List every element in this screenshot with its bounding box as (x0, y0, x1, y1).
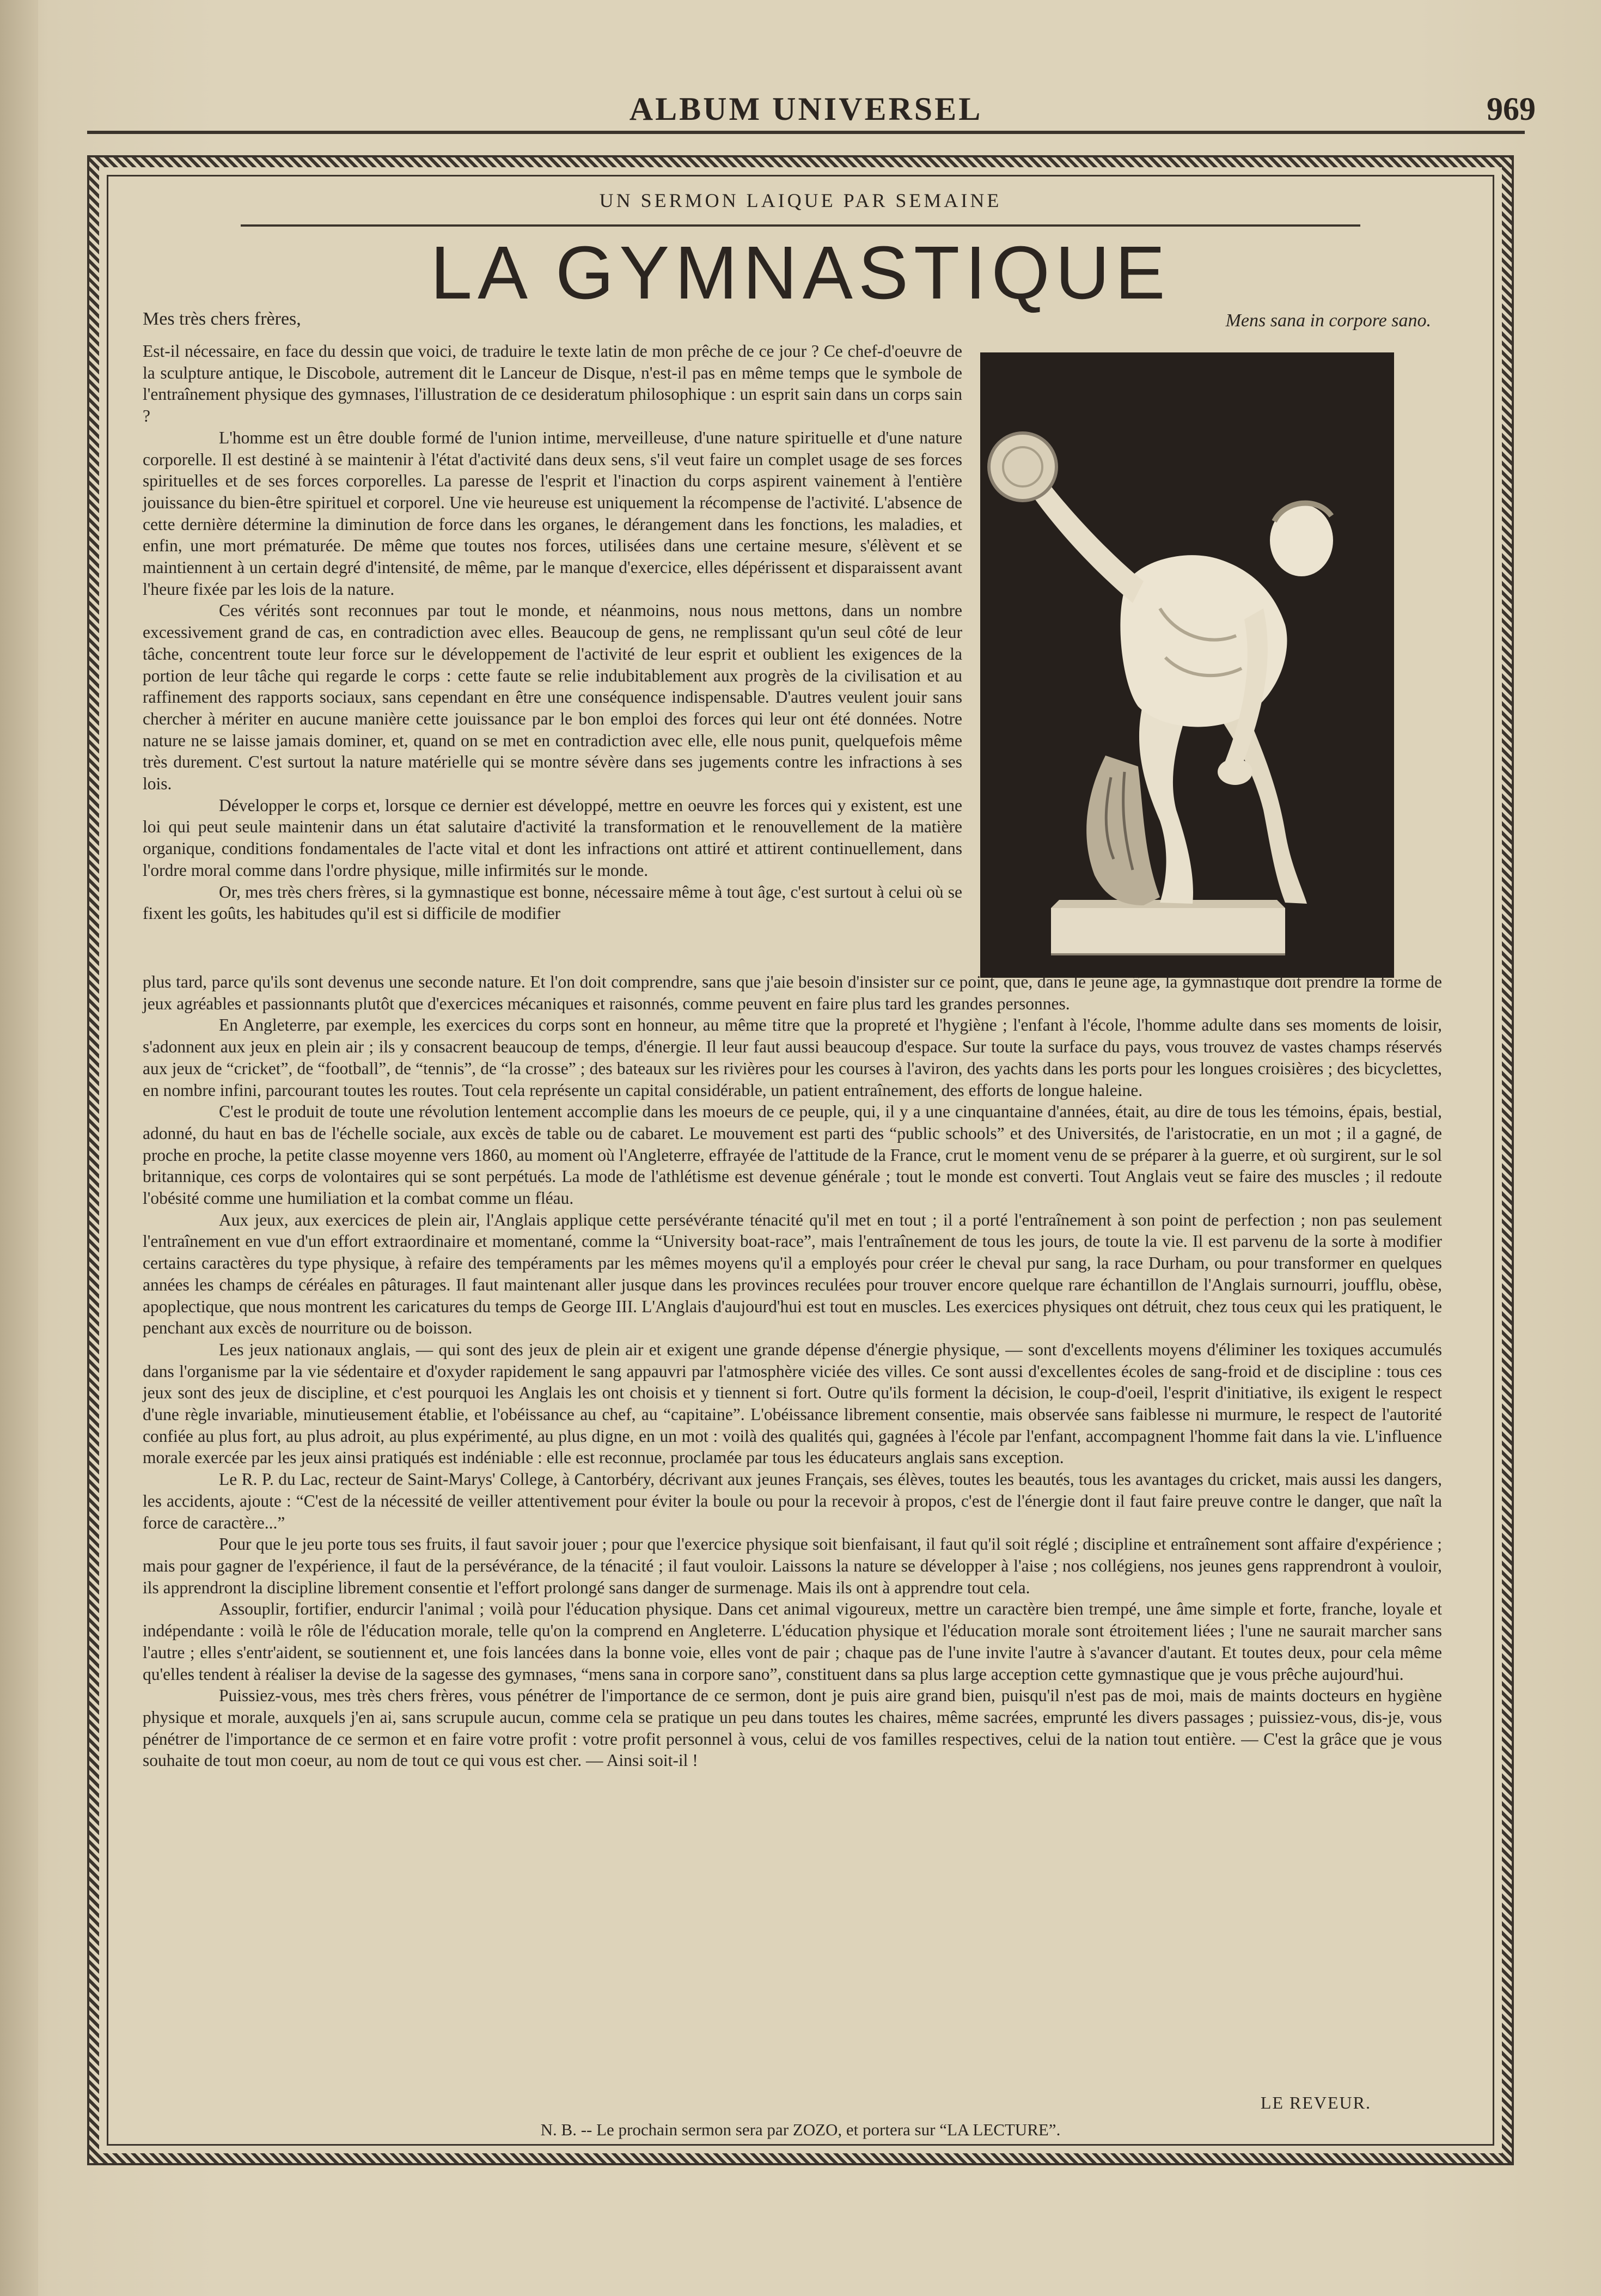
article-paragraph: Le R. P. du Lac, recteur de Saint-Marys' College, à Cantorbéry, décrivant aux jeunes Français, ses élèves, toutes les beautés, tous les avantages du cricket, mais aussi les dangers, les accidents, ajoute : “C'est de la nécessité de veiller attentivement pour éviter la boule ou pour la recevoir à propos, c'est de l'énergie dont il faut faire preuve contre le danger, que naît la force de caractère...” (143, 1470, 1442, 1532)
motto: Mens sana in corpore sano. (1225, 310, 1431, 331)
article-paragraph: Assouplir, fortifier, endurcir l'animal ; voilà pour l'éducation physique. Dans cet animal vigoureux, mettre un caractère bien trempé, une âme simple et forte, franche, loyale et indépendante : voilà le rôle de l'éducation morale, telle qu'on la comprend en Angleterre. L'éducation physique et l'éducation morale sont étroitement liées ; l'une ne saurait marcher sans l'autre ; elles s'entr'aident, se soutiennent et, une fois lancées dans la bonne voie, elles vont de pair ; chaque pas de l'une invite l'autre à s'avancer d'autant. Et toutes deux, pour cela même qu'elles tendent à réaliser la devise de la sagesse des gymnases, “mens sana in corpore sano”, constituent dans sa plus large acception cette gymnastique que je vous prêche aujourd'hui. (143, 1599, 1442, 1684)
article-paragraph: Pour que le jeu porte tous ses fruits, il faut savoir jouer ; pour que l'exercice physique soit bienfaisant, il faut qu'il soit réglé ; discipline et entraînement sont affaire d'expérience ; mais pour gagner de l'expérience, il faut de la persévérance, de la ténacité ; il faut vouloir. Laissons la nature se développer à l'aise ; nos collégiens, nos jeunes gens rapprendront à vouloir, ils apprendront la discipline librement consentie et l'effort prolongé sans danger de surmenage. Mais ils ont à apprendre tout cela. (143, 1534, 1442, 1597)
article-paragraph: Est-il nécessaire, en face du dessin que voici, de traduire le texte latin de mon prêche de ce jour ? Ce chef-d'oeuvre de la sculpture antique, le Discobole, autrement dit le Lanceur de Disque, n'est-il pas en même temps que le symbole de l'entraînement physique des gymnases, l'illustration de ce desideratum philosophique : un esprit sain dans un corps sain ? (143, 342, 962, 426)
running-title: ALBUM UNIVERSEL (629, 91, 983, 127)
next-sermon-note: N. B. -- Le prochain sermon sera par ZOZO, et portera sur “LA LECTURE”. (540, 2120, 1061, 2139)
salutation: Mes très chers frères, (143, 309, 301, 329)
article-paragraph: Aux jeux, aux exercices de plein air, l'Anglais applique cette persévérante ténacité qu'il met en tout ; il a porté l'entraînement à son point de perfection ; non pas seulement l'entraînement en vue d'un effort extraordinaire et momentané, comme la “University boat-race”, mais l'entraînement de tous les jours, de toute la vie. Il est parvenu de la sorte à modifier certains caractères du type physique, à refaire des tempéraments par les mêmes moyens qu'il a employés pour créer le cheval pur sang, la race Durham, ou pour transformer en quelques années les champs de céréales en pâturages. Il faut maintenant aller jusque dans les provinces reculées pour trouver encore quelque rare échantillon de l'Anglais surnourri, joufflu, obèse, apoplectique, que nous montrent les caricatures du temps de George III. L'Anglais d'aujourd'hui est tout en muscles. Les exercices physiques ont détruit, chez tous ceux qui les pratiquent, le penchant aux excès de nourriture ou de boisson. (143, 1210, 1442, 1338)
page-number: 969 (1487, 91, 1536, 127)
decorative-border-frame (87, 155, 1514, 2165)
article-body-left-column (143, 340, 962, 924)
article-paragraph: plus tard, parce qu'ils sont devenus une seconde nature. Et l'on doit comprendre, sans que j'aie besoin d'insister sur ce point, que, dans le jeune âge, la gymnastique doit prendre la forme de jeux agréables et passionnants plutôt que d'exercices mécaniques et raisonnés, comme peuvent en faire plus tard les grandes personnes. (143, 972, 1442, 1013)
article-body-full-width (143, 971, 1442, 1771)
kicker-rule (241, 224, 1360, 227)
author-signature: LE REVEUR. (1260, 2093, 1371, 2112)
article-paragraph: Or, mes très chers frères, si la gymnastique est bonne, nécessaire même à tout âge, c'est surtout à celui où se fixent les goûts, les habitudes qu'il est si difficile de modifier (143, 882, 962, 923)
article-paragraph: Puissiez-vous, mes très chers frères, vous pénétrer de l'importance de ce sermon, dont je puis aire grand bien, puisqu'il n'est pas de moi, mais de maints docteurs en hygiène physique et morale, auxquels j'en ai, sans scrupule aucun, comme cela se pratique un peu dans toutes les chaires, même sacrées, emprunté les divers passages ; puissiez-vous, dis-je, vous pénétrer de l'importance de ce sermon et en faire votre profit : votre profit personnel à vous, celui de vos familles respectives, celui de la nation tout entière. — C'est la grâce que je vous souhaite de tout mon coeur, au nom de tout ce qui vous est cher. — Ainsi soit-il ! (143, 1686, 1442, 1770)
running-head (87, 82, 1536, 134)
discobolus-statue-icon (980, 352, 1394, 978)
kicker: UN SERMON LAIQUE PAR SEMAINE (599, 190, 1002, 211)
page-fold-shadow (0, 0, 38, 2296)
article-paragraph: C'est le produit de toute une révolution lentement accomplie dans les moeurs de ce peuple, qui, il y a une cinquantaine d'années, était, au dire de tous les témoins, épais, bestial, adonné, du haut en bas de l'échelle sociale, aux excès de table ou de cabaret. Le mouvement est parti des “public schools” et des Universités, de l'aristocratie, en un mot ; il a gagné, de proche en proche, la petite classe moyenne vers 1860, au moment où l'Angleterre, effrayée de l'attitude de la France, crut le moment venu de se préparer à la guerre, et où surgirent, sur le sol britannique, ces corps de volontaires qui se sont perpétués. La mode de l'athlétisme est devenue générale ; tout le monde est converti. Tout Anglais veut se faire des muscles ; il redoute l'obésité comme une humiliation et la combat comme un fléau. (143, 1102, 1442, 1208)
article-paragraph: Développer le corps et, lorsque ce dernier est développé, mettre en oeuvre les forces qui y existent, est une loi qui peut seule maintenir dans un état salutaire d'activité la transformation et le renouvellement de la matière organique, conditions fondamentales de l'acte vital et dont les infractions ont attiré et attirent continuellement, dans l'ordre moral comme dans l'ordre physique, mille infirmités sur le monde. (143, 795, 962, 880)
article-paragraph: L'homme est un être double formé de l'union intime, merveilleuse, d'une nature spirituelle et d'une nature corporelle. Il est destiné à se maintenir à l'état d'activité dans deux sens, s'il veut faire un complet usage de ses forces spirituelles et de ses forces corporelles. La paresse de l'esprit et l'inaction du corps aspirent vainement à l'entière jouissance du bien-être spirituel et corporel. Une vie heureuse est uniquement la récompense de l'activité. L'absence de cette dernière détermine la diminution de force dans les organes, le dérangement dans les fonctions, les maladies, et enfin, une mort prématurée. De même que toutes nos forces, utilisées dans une certaine mesure, s'élèvent et se maintiennent à un certain degré d'intensité, de même, par le manque d'exercice, elles dépérissent et disparaissent avant l'heure fixée par les lois de la nature. (143, 428, 962, 599)
headline: LA GYMNASTIQUE (430, 231, 1171, 315)
discobolus-illustration (980, 352, 1394, 978)
article-paragraph: En Angleterre, par exemple, les exercices du corps sont en honneur, au même titre que la propreté et l'hygiène ; l'enfant à l'école, l'homme adulte dans ses moments de loisir, s'adonnent aux jeux en plein air ; ils y consacrent beaucoup de temps, d'énergie. Il leur faut aussi beaucoup d'espace. Sur toute la surface du pays, vous trouvez de vastes champs réservés aux jeux de “cricket”, de “football”, de “tennis”, de “la crosse” ; des bateaux sur les rivières pour les courses à l'aviron, des yachts dans les ports pour les longues croisières ; des bicyclettes, en nombre infini, parcourant toutes les routes. Tout cela représente un capital considérable, un patient entraînement, des efforts de longue haleine. (143, 1015, 1442, 1100)
article-paragraph: Ces vérités sont reconnues par tout le monde, et néanmoins, nous nous mettons, dans un nombre excessivement grand de cas, en contradiction avec elles. Beaucoup de gens, ne remplissant qu'un seul côté de leur tâche, concentrent toute leur force sur le développement de l'activité de leur esprit et oublient les exigences de la portion de leur tâche qui regarde le corps : cette faute se relie indubitablement aux progrès de la civilisation et au raffinement des rapports sociaux, sans cependant en être une conséquence indispensable. D'autres veulent jouir sans chercher à mériter en aucune manière cette jouissance par le bon emploi des forces qui leur ont été données. Notre nature ne se laisse jamais dominer, et, quand on se met en contradiction avec elle, elle nous punit, quelquefois même très durement. C'est surtout la nature matérielle qui se montre sévère dans ses jugements contre les infractions à ses lois. (143, 601, 962, 794)
article-paragraph: Les jeux nationaux anglais, — qui sont des jeux de plein air et exigent une grande dépense d'énergie physique, — sont d'excellents moyens d'éliminer les toxiques accumulés dans l'organisme par la vie sédentaire et d'oxyder rapidement le sang appauvri par l'atmosphère viciée des villes. Ce sont aussi d'excellentes écoles de sang-froid et de discipline : tous ces jeux sont des jeux de discipline, et c'est pourquoi les Anglais les ont choisis et y tiennent si fort. Outre qu'ils forment la décision, le coup-d'oeil, l'esprit d'initiative, ils exigent le respect d'une règle invariable, minutieusement établie, et l'obéissance au chef, au “capitaine”. L'obéissance librement consentie, mais observée sans faiblesse ni murmure, le respect de l'autorité confiée au plus fort, au plus adroit, au plus expérimenté, au plus digne, en un mot : voilà des qualités qui, gagnées à l'école par l'enfant, accompagnent l'homme fait dans la vie. L'influence morale exercée par les jeux ainsi pratiqués est indéniable : elle est reconnue, proclamée par tous les éducateurs anglais sans exception. (143, 1339, 1442, 1467)
